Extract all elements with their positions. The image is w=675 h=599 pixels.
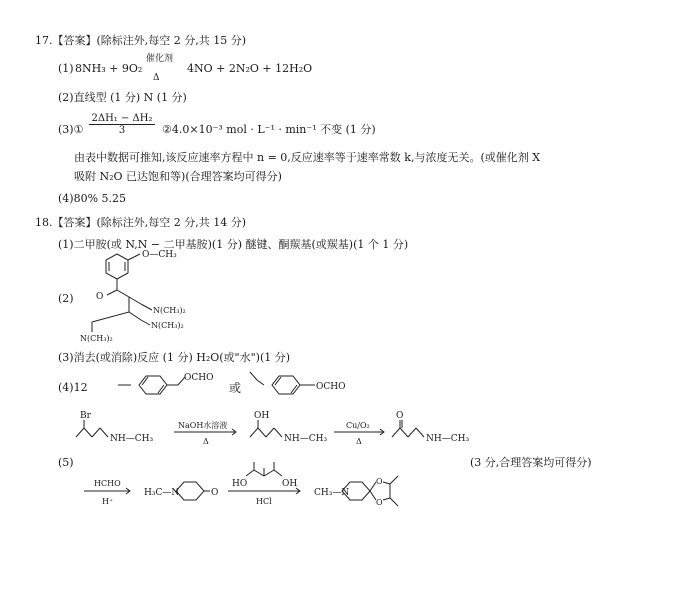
q17-header: 17.【答案】(除标注外,每空 2 分,共 15 分) [35, 34, 247, 47]
q17-catalyst-condition: 催化剂 [146, 54, 174, 64]
structure-part5-alcohol [250, 411, 327, 444]
structure-part5-ketone [392, 411, 469, 444]
q17-part4: (4)80% 5.25 [58, 192, 127, 205]
q17-equation-rhs: 4NO + 2N₂O + 12H₂O [187, 62, 313, 75]
reagent-cu-o2: Cu/O₂ [346, 421, 370, 430]
dimethylamino-label-2: N(CH₃)₂ [151, 321, 184, 330]
q17-part3-rest: ②4.0×10⁻³ mol · L⁻¹ · min⁻¹ 不变 (1 分) [162, 123, 376, 136]
dimethylamino-label-3: N(CH₃)₂ [80, 334, 113, 343]
reagent-acid: H⁺ [102, 497, 114, 506]
fraction-numerator: 2ΔH₁ − ΔH₂ [89, 113, 155, 125]
structure-part5-product [314, 476, 398, 507]
q17-part2: (2)直线型 (1 分) N (1 分) [58, 91, 187, 104]
bromo-label: Br [80, 411, 91, 421]
q17-part1-label: (1) [58, 62, 74, 75]
ketal-o-label-2: O [376, 498, 383, 507]
methoxy-label: O—CH₃ [142, 250, 177, 260]
diol-oh-label: OH [282, 479, 298, 489]
reaction-arrow-2 [334, 421, 384, 446]
q17-explanation-line2: 吸附 N₂O 已达饱和等)(合理答案均可得分) [74, 170, 282, 183]
q18-part4-label: (4)12 [58, 381, 88, 394]
carbonyl-o-label: O [96, 292, 104, 302]
condition-heat-1: Δ [203, 437, 209, 446]
diol-ho-label: HO [232, 479, 248, 489]
q18-part3: (3)消去(或消除)反应 (1 分) H₂O(或"水")(1 分) [58, 351, 291, 364]
q18-part2-label: (2) [58, 292, 74, 305]
methylamino-label-2: NH—CH₃ [284, 434, 328, 444]
structure-part4-a [118, 373, 214, 394]
formate-label-1: OCHO [184, 373, 214, 383]
or-label: 或 [229, 381, 242, 395]
structure-part2 [80, 250, 186, 343]
q18-header: 18.【答案】(除标注外,每空 2 分,共 14 分) [35, 216, 247, 229]
reaction-arrow-1 [174, 420, 236, 446]
methylamino-label-1: NH—CH₃ [110, 434, 154, 444]
product-n-methyl-label: CH₃—N [314, 488, 350, 498]
q17-heat-condition: Δ [153, 73, 160, 83]
structure-part5-start [76, 411, 153, 444]
q17-explanation-line1: 由表中数据可推知,该反应速率方程中 n = 0,反应速率等于速率常数 k,与浓度无关。(或催化剂 X [74, 151, 541, 164]
reaction-arrow-4 [228, 488, 300, 506]
fraction-denominator: 3 [118, 125, 126, 136]
structure-part5-piperidinone [144, 482, 218, 500]
ketal-o-label-1: O [376, 477, 383, 486]
q17-part3-label: (3)① [58, 123, 84, 136]
structure-part4-b [250, 372, 346, 394]
methylamino-label-3: NH—CH₃ [426, 434, 470, 444]
ketone-o-label: O [396, 411, 404, 421]
reagent-naoh: NaOH水溶液 [178, 421, 228, 430]
q17-equation-lhs: 8NH₃ + 9O₂ [75, 62, 143, 75]
hydroxyl-label: OH [254, 411, 270, 421]
q18-part5-label: (5) [58, 456, 74, 469]
condition-heat-2: Δ [356, 437, 362, 446]
reagent-hcho: HCHO [94, 479, 121, 488]
reaction-arrow-3 [84, 479, 130, 506]
dimethylamino-label-1: N(CH₃)₂ [153, 306, 186, 315]
structure-part5-diol [232, 462, 297, 489]
formate-label-2: OCHO [316, 382, 346, 392]
q18-part5-score: (3 分,合理答案均可得分) [470, 456, 592, 469]
reagent-hcl: HCl [256, 497, 272, 506]
n-methyl-label: H₃C—N [144, 488, 180, 498]
piperidinone-o-label: O [211, 488, 219, 498]
q18-part1: (1)二甲胺(或 N,N − 二甲基胺)(1 分) 醚键、酮羰基(或羰基)(1 个 1 分) [58, 238, 409, 251]
